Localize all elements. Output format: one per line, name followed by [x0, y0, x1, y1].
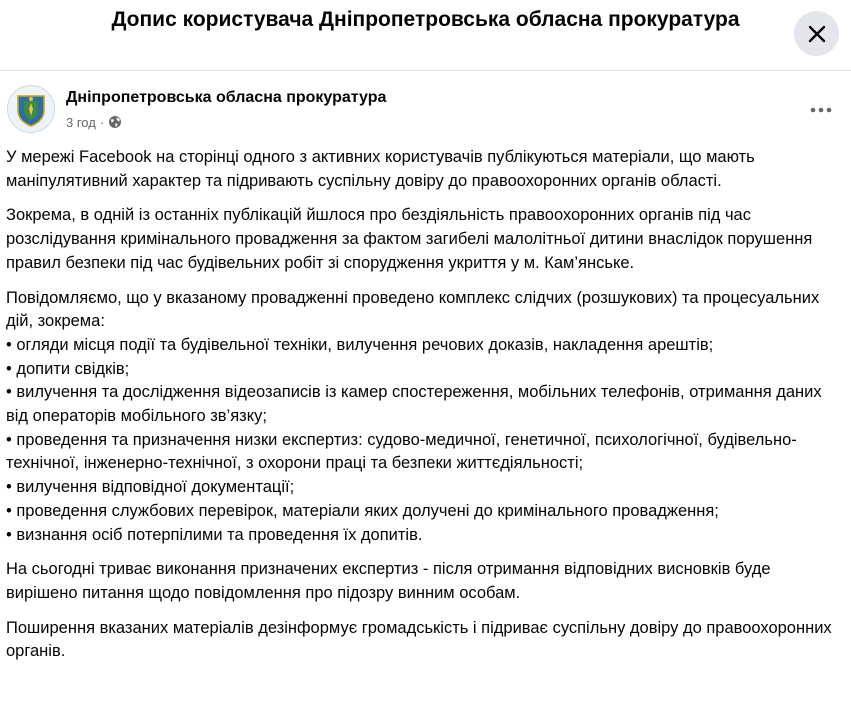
list-item: • допити свідків; [6, 359, 130, 378]
post-paragraph: Зокрема, в одній із останніх публікацій йшлося про бездіяльність правоохоронних органів під час розслідування кримінального провадження за фактом загибелі малолітньої дитини внаслідок порушення правил безпеки під час будівельних робіт зі спорудження укриття у м. Кам’янське. [6, 206, 813, 272]
post-list-intro: Повідомляємо, що у вказаному провадженні проведено комплекс слідчих (розшукових) та процесуальних дій, зокрема: [6, 288, 820, 331]
post-meta [66, 113, 122, 131]
dialog-header [0, 0, 851, 71]
post-time[interactable]: 3 год [66, 114, 96, 130]
post-paragraph: У мережі Facebook на сторінці одного з активних користувачів публікуються матеріали, що мають маніпулятивний характер та підривають суспільну довіру до правоохоронних органів області. [6, 148, 755, 190]
list-item: • проведення службових перевірок, матеріали яких долучені до кримінального провадження; [6, 501, 719, 520]
globe-icon[interactable] [108, 115, 122, 129]
author-name[interactable]: Дніпропетровська обласна прокуратура [66, 89, 387, 106]
post-action-list [6, 287, 846, 548]
more-horizontal-icon [810, 101, 832, 116]
list-item: • вилучення відповідної документації; [6, 478, 295, 497]
post-paragraph: Поширення вказаних матеріалів дезінформує громадськість і підриває суспільну довіру до правоохоронних органів. [6, 618, 832, 661]
list-item: • проведення та призначення низки експертиз: судово-медичної, генетичної, психологічної, будівельно-технічної, інженерно-технічної, з охорони праці та безпеки життєдіяльності; [6, 430, 797, 473]
post-body [6, 146, 846, 675]
list-item: • вилучення та дослідження відеозаписів із камер спостереження, мобільних телефонів, отримання даних від операторів мобільного зв’язку; [6, 383, 822, 426]
meta-separator: · [99, 114, 105, 130]
list-item: • огляди місця події та будівельної техніки, вилучення речових доказів, накладення арештів; [6, 335, 714, 354]
post-paragraph: На сьогодні триває виконання призначених експертиз - після отримання відповідних висновків буде вирішено питання щодо повідомлення про підозру винним особам. [6, 560, 771, 602]
close-icon [807, 24, 827, 44]
post-header [0, 71, 851, 141]
dialog-title: Допис користувача Дніпропетровська обласна прокуратура [111, 8, 740, 31]
avatar[interactable] [7, 85, 55, 133]
more-options-button[interactable] [802, 93, 840, 123]
close-button[interactable] [794, 11, 839, 56]
list-item: • визнання осіб потерпілими та проведення їх допитів. [6, 525, 423, 544]
